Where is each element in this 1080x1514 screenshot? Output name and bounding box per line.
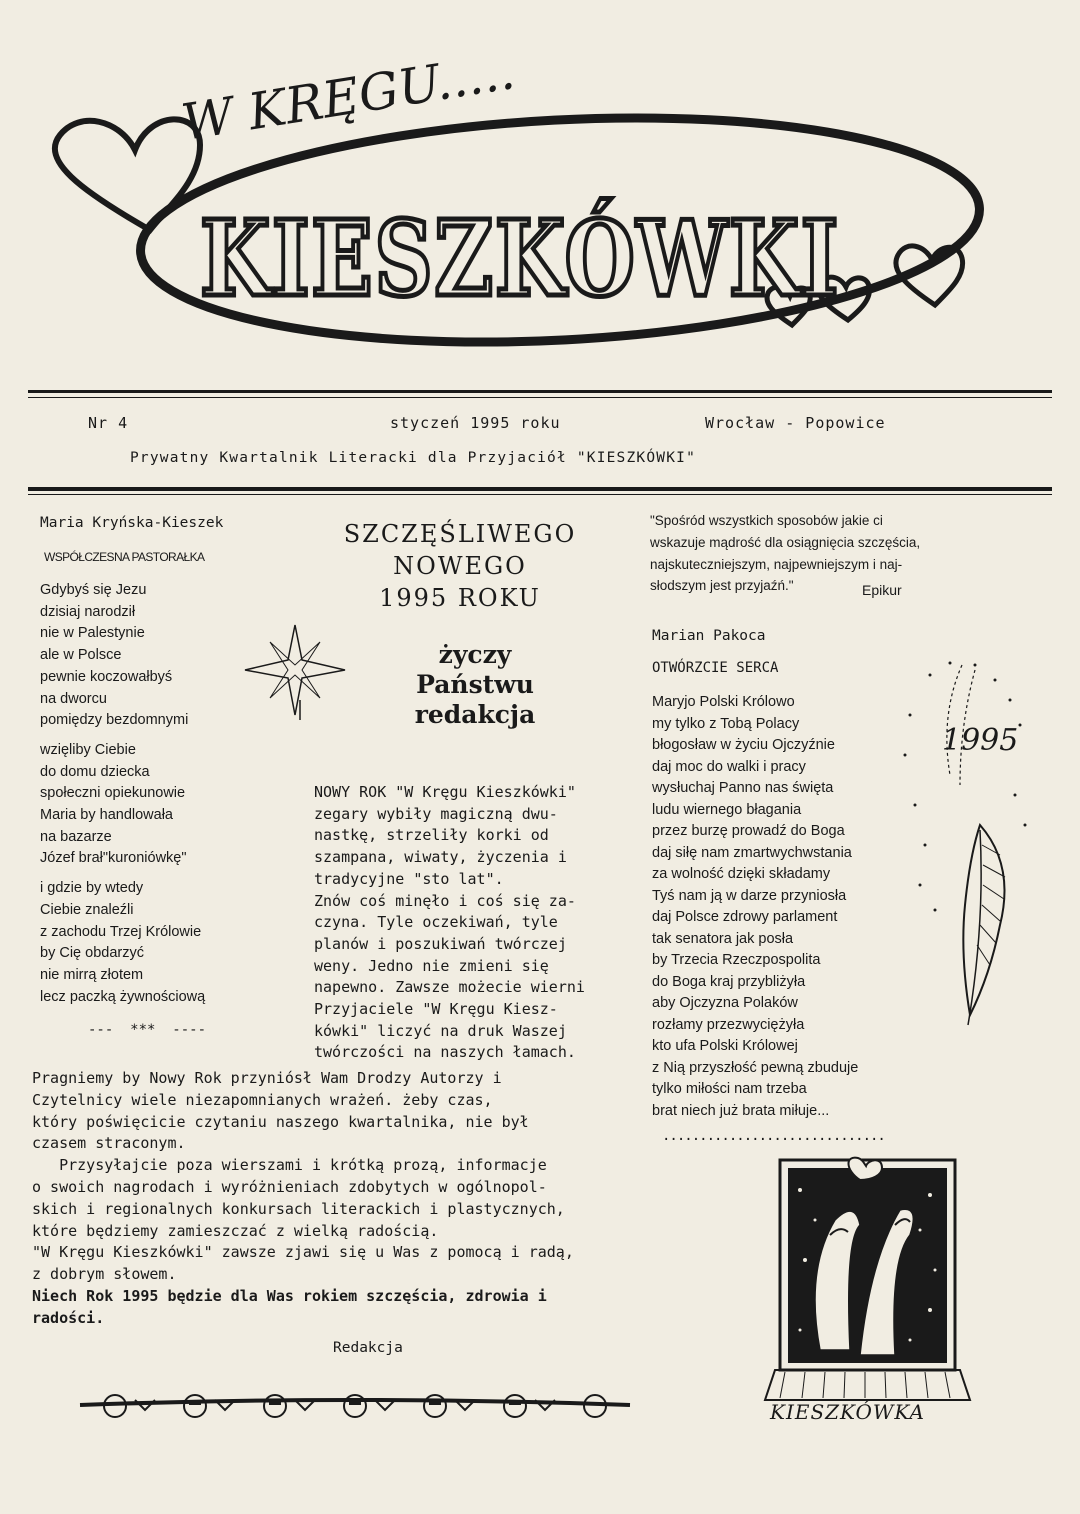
poem-line: Maria by handlowała bbox=[40, 807, 173, 824]
poem-line: daj moc do walki i pracy bbox=[652, 758, 806, 775]
poem-line: ale w Polsce bbox=[40, 647, 122, 664]
poem1-author: Maria Kryńska-Kieszek bbox=[40, 515, 224, 531]
editorial-line: z dobrym słowem. bbox=[32, 1265, 177, 1284]
poem-line: przez burzę prowadź do Boga bbox=[652, 823, 845, 839]
tagline: Prywatny Kwartalnik Literacki dla Przyjaciół "KIESZKÓWKI" bbox=[130, 450, 696, 466]
heart-icon bbox=[55, 119, 200, 230]
poem2-author: Marian Pakoca bbox=[652, 628, 766, 644]
bauble-icon bbox=[264, 1395, 286, 1417]
poem-line: Józef brał"kuroniówkę" bbox=[40, 850, 187, 867]
poem-line: wysłuchaj Panno nas święta bbox=[652, 780, 834, 796]
editorial-line: zegary wybiły magiczną dwu- bbox=[314, 804, 558, 823]
bauble-icon bbox=[424, 1395, 446, 1417]
poem-line: do domu dziecka bbox=[40, 763, 150, 780]
poem-line: wzięliby Ciebie bbox=[40, 741, 136, 758]
issue-number: Nr 4 bbox=[88, 414, 129, 432]
editorial-line: Przyjaciele "W Kręgu Kiesz- bbox=[314, 1000, 558, 1019]
poem-line: na dworcu bbox=[40, 690, 107, 707]
poem-line: z Nią przyszłość pewną zbuduje bbox=[652, 1059, 859, 1076]
poem-line: nie w Palestynie bbox=[40, 625, 145, 642]
wish-line2: Państwu bbox=[416, 670, 534, 699]
poem-line: pomiędzy bezdomnymi bbox=[40, 712, 189, 729]
poem-line: dzisiaj narodził bbox=[40, 603, 136, 620]
poem-line: rozłamy przezwyciężyła bbox=[652, 1016, 805, 1033]
top-rule-thin bbox=[28, 397, 1052, 398]
editorial-line: który poświęcicie czytaniu naszego kwartalnika, nie był bbox=[32, 1112, 529, 1131]
greeting-line3: 1995 ROKU bbox=[379, 584, 541, 612]
poem2-body bbox=[652, 692, 858, 1122]
poem-line: Tyś nam ją w darze przyniosła bbox=[652, 887, 847, 904]
poem-line: do Boga kraj przybliżyła bbox=[652, 973, 806, 990]
poem-line: Ciebie znaleźli bbox=[40, 901, 134, 918]
editorial-line: skich i regionalnych konkursach literackich i plastycznych, bbox=[32, 1199, 565, 1218]
artwork-caption: KIESZKÓWKA bbox=[770, 1400, 925, 1424]
feather-illustration bbox=[900, 655, 1040, 1055]
editorial-line: "W Kręgu Kieszkówki" zawsze zjawi się u Was z pomocą i radą, bbox=[32, 1243, 574, 1262]
wish-line1: życzy bbox=[438, 640, 512, 669]
editorial-line: Czytelnicy wiele niezapomnianych wrażeń. żeby czas, bbox=[32, 1090, 493, 1109]
poem-line: tylko miłości nam trzeba bbox=[652, 1081, 807, 1097]
star-icon bbox=[240, 620, 350, 720]
greeting-line1: SZCZĘŚLIWEGO bbox=[343, 520, 577, 548]
masthead-line2: KIESZKÓWKI bbox=[200, 197, 840, 320]
poem-line: nie mirrą złotem bbox=[40, 966, 144, 983]
poem2-dotted: .............................. bbox=[662, 1128, 885, 1144]
wish-line3: redakcja bbox=[414, 700, 536, 729]
editorial-line: które będziemy zamieszczać z wielką radością. bbox=[32, 1221, 439, 1240]
quote-author: Epikur bbox=[862, 582, 902, 598]
poem-line: błogosław w życiu Ojczyźnie bbox=[652, 737, 835, 753]
poem-line: i gdzie by wtedy bbox=[40, 880, 144, 897]
editorial-bottom bbox=[32, 1068, 574, 1330]
poem-line: daj siłę nam zmartwychwstania bbox=[652, 844, 852, 861]
poem-line: za wolność dzięki składamy bbox=[652, 866, 831, 882]
poem-line: by Cię obdarzyć bbox=[40, 945, 144, 962]
editorial-line: czyna. Tyle oczekiwań, tyle bbox=[314, 913, 558, 932]
poem-line: brat niech już brata miłuje... bbox=[652, 1102, 830, 1119]
poem1-title: WSPÓŁCZESNA PASTORAŁKA bbox=[44, 550, 205, 564]
poem-line: na bazarze bbox=[40, 828, 112, 845]
poem-line: pewnie koczowałbyś bbox=[40, 668, 173, 685]
mid-rule-thin bbox=[28, 494, 1052, 495]
editorial-line: Przysyłajcie poza wierszami i krótką prozą, informacje bbox=[32, 1156, 547, 1175]
poem-line: by Trzecia Rzeczpospolita bbox=[652, 952, 821, 968]
editorial-line: planów i poszukiwań twórczej bbox=[314, 934, 567, 953]
top-rule bbox=[28, 390, 1052, 393]
issue-place: Wrocław - Popowice bbox=[705, 414, 886, 432]
poem-line: daj Polsce zdrowy parlament bbox=[652, 909, 838, 925]
editorial-line: NOWY ROK "W Kręgu Kieszkówki" bbox=[314, 783, 576, 801]
quote-line: słodszym jest przyjaźń." bbox=[650, 578, 794, 594]
editorial-line: Pragniemy by Nowy Rok przyniósł Wam Drodzy Autorzy i bbox=[32, 1069, 502, 1087]
editorial-line: kówki" liczyć na druk Waszej bbox=[314, 1021, 567, 1040]
editorial-line: twórczości na naszych łamach. bbox=[314, 1043, 576, 1062]
quote-line: najskuteczniejszym, najpewniejszym i naj- bbox=[650, 556, 903, 572]
poem-line: społeczni opiekunowie bbox=[40, 785, 186, 802]
poem-line: aby Ojczyzna Polaków bbox=[652, 995, 798, 1011]
mid-rule bbox=[28, 487, 1052, 491]
poem-line: ludu wiernego błagania bbox=[652, 801, 802, 818]
editorial-line: tradycyjne "sto lat". bbox=[314, 869, 504, 888]
poem-line: lecz paczką żywnościową bbox=[40, 988, 206, 1005]
signature: Redakcja bbox=[333, 1340, 403, 1356]
poem1-separator: --- *** ---- bbox=[88, 1022, 207, 1038]
poem2-title: OTWÓRZCIE SERCA bbox=[652, 660, 779, 676]
editorial-line: szampana, wiwaty, życzenia i bbox=[314, 848, 567, 867]
greeting-line2: NOWEGO bbox=[393, 552, 527, 580]
poem-line: tak senatora jak posła bbox=[652, 930, 794, 947]
editorial-line: weny. Jedno nie zmieni się bbox=[314, 956, 549, 975]
poem-line: kto ufa Polski Królowej bbox=[652, 1038, 798, 1054]
poem1-body bbox=[40, 580, 205, 1008]
editorial-line: nastkę, strzeliły korki od bbox=[314, 826, 549, 845]
poem-line: z zachodu Trzej Królowie bbox=[40, 923, 202, 940]
artwork-illustration bbox=[760, 1150, 980, 1420]
issue-date: styczeń 1995 roku bbox=[390, 414, 561, 432]
masthead-line1: W KRĘGU..... bbox=[177, 42, 519, 152]
poem-line: my tylko z Tobą Polacy bbox=[652, 715, 800, 732]
quote-line: wskazuje mądrość dla osiągnięcia szczęścia, bbox=[650, 534, 921, 550]
quote-line: "Spośród wszystkich sposobów jakie ci bbox=[650, 513, 883, 528]
editorial-line: o swoich nagrodach i wyróżnieniach zdobytych w ogólnopol- bbox=[32, 1177, 547, 1196]
editorial-mid bbox=[314, 782, 585, 1064]
bauble-icon bbox=[504, 1395, 526, 1417]
editorial-line: radości. bbox=[32, 1308, 105, 1327]
editorial-line: Niech Rok 1995 będzie dla Was rokiem szczęścia, zdrowia i bbox=[32, 1286, 547, 1305]
feather-year: 1995 bbox=[942, 723, 1019, 758]
poem-line: Gdybyś się Jezu bbox=[40, 582, 147, 598]
editorial-line: napewno. Zawsze możecie wierni bbox=[314, 978, 585, 997]
editorial-line: czasem straconym. bbox=[32, 1134, 186, 1153]
editorial-line: Znów coś minęło i coś się za- bbox=[314, 891, 576, 910]
poem-line: Maryjo Polski Królowo bbox=[652, 694, 795, 710]
ornament-border bbox=[75, 1380, 635, 1430]
bauble-icon bbox=[184, 1395, 206, 1417]
masthead-logo bbox=[40, 40, 1040, 360]
